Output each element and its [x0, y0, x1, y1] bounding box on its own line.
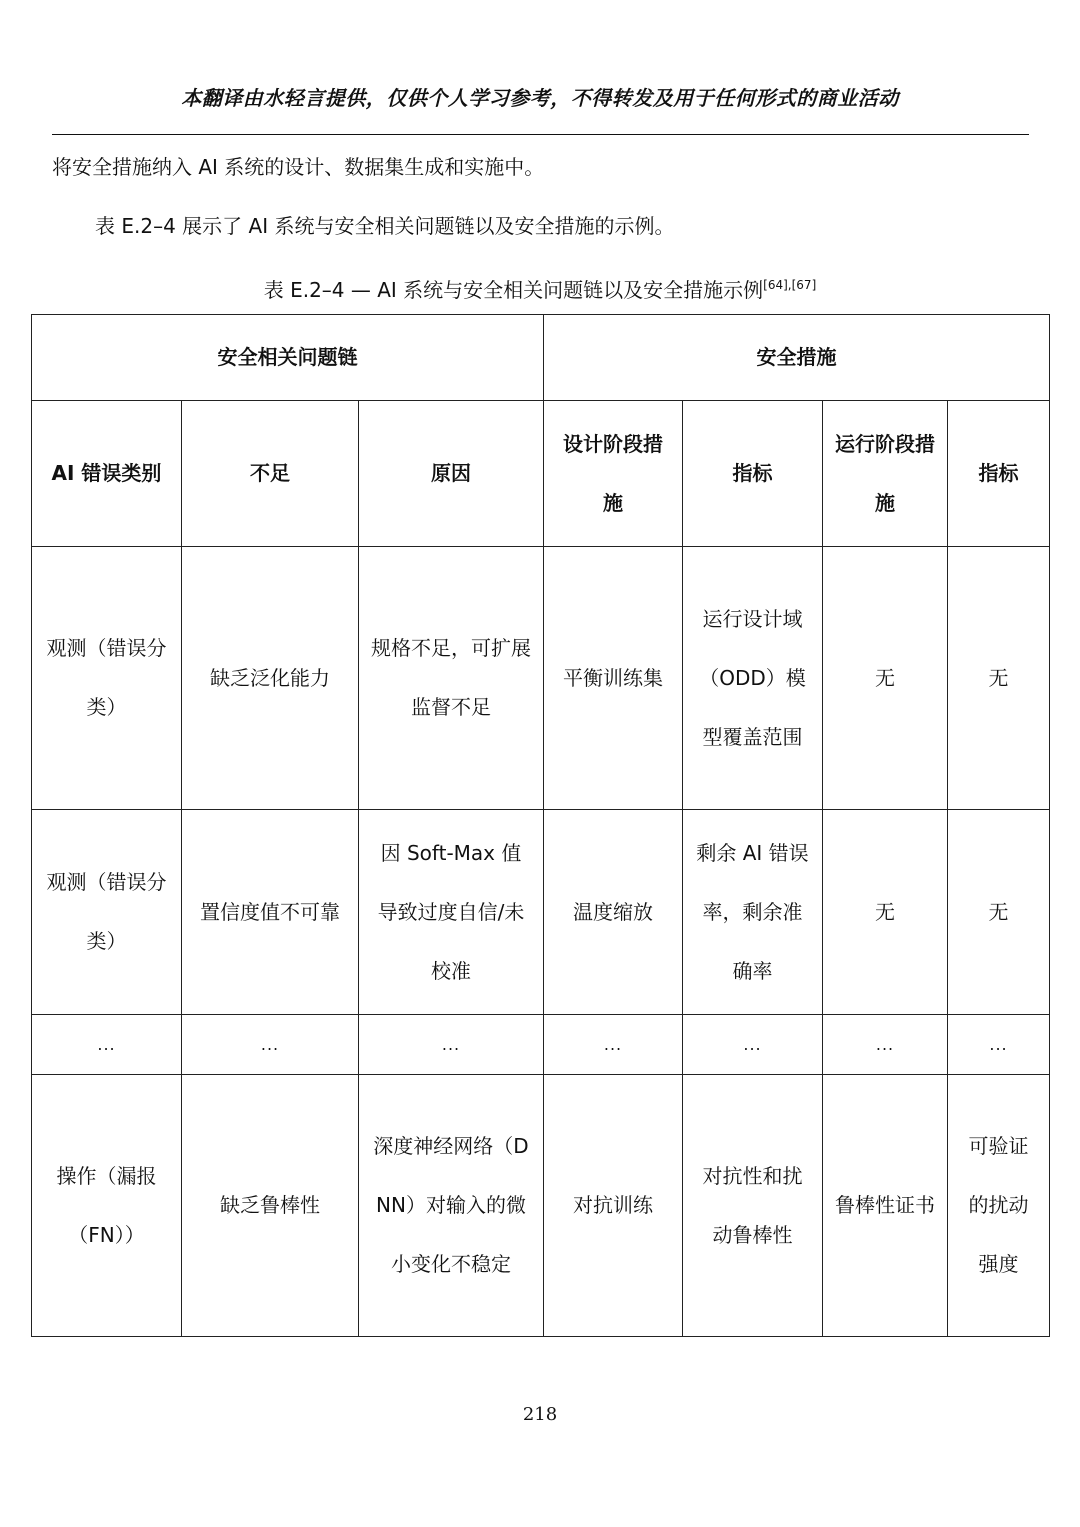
- table-caption: [0, 270, 1080, 305]
- table-cell: 运行设计域（ODD）模型覆盖范围: [683, 547, 823, 810]
- table-cell: ...: [32, 1015, 182, 1075]
- table-row: [32, 810, 1050, 1015]
- table-cell: 鲁棒性证书: [823, 1075, 948, 1337]
- table-cell: ...: [823, 1015, 948, 1075]
- table-cell: 温度缩放: [544, 810, 683, 1015]
- column-header: 原因: [359, 401, 544, 547]
- header-note: 本翻译由水轻言提供，仅供个人学习参考，不得转发及用于任何形式的商业活动: [181, 86, 899, 110]
- table-cell: 操作（漏报（FN））: [32, 1075, 182, 1337]
- table-cell: 对抗性和扰动鲁棒性: [683, 1075, 823, 1337]
- table-row: [32, 1075, 1050, 1337]
- paragraph-2: 表 E.2–4 展示了 AI 系统与安全相关问题链以及安全措施的示例。: [95, 214, 675, 238]
- column-header: 不足: [182, 401, 359, 547]
- page-number: 218: [522, 1404, 558, 1425]
- table-cell: 平衡训练集: [544, 547, 683, 810]
- group-header-safety-measures: 安全措施: [544, 315, 1050, 401]
- table-cell: 无: [948, 810, 1050, 1015]
- column-header: 指标: [683, 401, 823, 547]
- column-header: 设计阶段措施: [544, 401, 683, 547]
- header-rule: [52, 134, 1029, 135]
- table-caption-refs: [64],[67]: [763, 278, 817, 292]
- table-cell: 无: [823, 547, 948, 810]
- table-cell: ...: [683, 1015, 823, 1075]
- table-column-header-row: [32, 401, 1050, 547]
- table-cell: 缺乏泛化能力: [182, 547, 359, 810]
- table-cell: 置信度值不可靠: [182, 810, 359, 1015]
- table-cell: ...: [544, 1015, 683, 1075]
- column-header: AI 错误类别: [32, 401, 182, 547]
- table-cell: 可验证的扰动强度: [948, 1075, 1050, 1337]
- table-row: [32, 547, 1050, 810]
- table-cell: 因 Soft-Max 值导致过度自信/未校准: [359, 810, 544, 1015]
- table-caption-text: 表 E.2–4 — AI 系统与安全相关问题链以及安全措施示例: [263, 278, 764, 302]
- table-cell: 观测（错误分类）: [32, 810, 182, 1015]
- table-cell: ...: [948, 1015, 1050, 1075]
- column-header: 指标: [948, 401, 1050, 547]
- table-cell: 缺乏鲁棒性: [182, 1075, 359, 1337]
- table-cell: 观测（错误分类）: [32, 547, 182, 810]
- column-header: 运行阶段措施: [823, 401, 948, 547]
- table-cell: 规格不足，可扩展监督不足: [359, 547, 544, 810]
- table-cell: 对抗训练: [544, 1075, 683, 1337]
- table-group-header-row: [32, 315, 1050, 401]
- table-cell: 无: [823, 810, 948, 1015]
- table-cell: ...: [182, 1015, 359, 1075]
- table-cell: ...: [359, 1015, 544, 1075]
- safety-measures-table: [31, 314, 1050, 1337]
- table-cell: 深度神经网络（DNN）对输入的微小变化不稳定: [359, 1075, 544, 1337]
- table-cell: 无: [948, 547, 1050, 810]
- paragraph-1: 将安全措施纳入 AI 系统的设计、数据集生成和实施中。: [52, 155, 545, 179]
- table-cell: 剩余 AI 错误率，剩余准确率: [683, 810, 823, 1015]
- table-row: [32, 1015, 1050, 1075]
- group-header-issue-chain: 安全相关问题链: [32, 315, 544, 401]
